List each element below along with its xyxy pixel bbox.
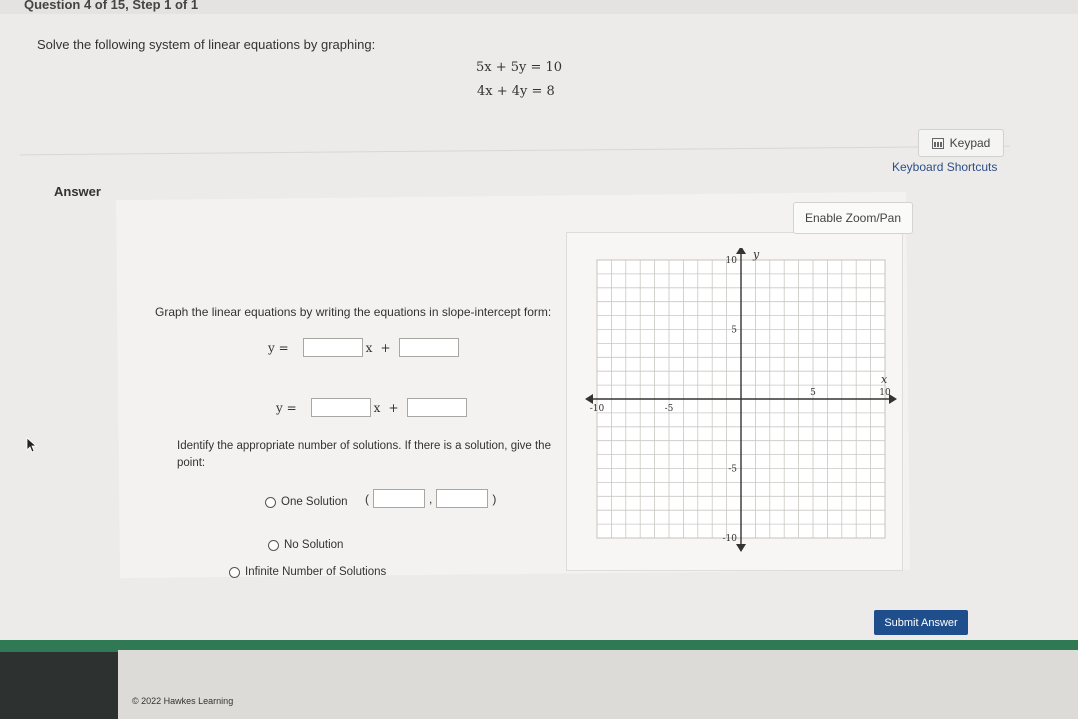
identify-solutions-text: Identify the appropriate number of solutions. If there is a solution, give the point: (177, 440, 551, 469)
y-tick-label: 10 (725, 256, 737, 266)
option-no-solution[interactable] (268, 539, 343, 551)
option-one-solution[interactable] (265, 496, 348, 508)
x-tick-label: -5 (664, 404, 674, 414)
x-axis-label: x (881, 373, 888, 386)
answer-label: Answer (54, 184, 101, 199)
radio-one-solution[interactable] (265, 497, 276, 508)
equation-2: 4x + 4y = 8 (477, 84, 555, 99)
option-one-solution-label: One Solution (281, 496, 348, 508)
y-tick-label: 5 (731, 325, 737, 336)
y-tick-label: -10 (722, 534, 737, 544)
row2-lhs: y = (276, 400, 297, 415)
row2-intercept-input[interactable] (407, 398, 467, 417)
row1-lhs: y = (268, 340, 289, 355)
y-tick-label: -5 (728, 464, 737, 475)
enable-zoom-pan-button[interactable]: Enable Zoom/Pan (793, 202, 913, 234)
question-prompt: Solve the following system of linear equations by graphing: (37, 37, 376, 52)
x-tick-label: -10 (589, 404, 605, 414)
solution-x-input[interactable] (373, 489, 425, 508)
radio-infinite-solutions[interactable] (229, 567, 240, 578)
solution-y-input[interactable] (436, 489, 488, 508)
copyright: © 2022 Hawkes Learning (132, 696, 234, 706)
solution-point (365, 489, 496, 508)
y-axis-up-arrow-icon (736, 248, 746, 254)
radio-no-solution[interactable] (268, 540, 279, 551)
coord-separator: , (429, 491, 433, 506)
option-no-solution-label: No Solution (284, 539, 344, 551)
footer-panel (118, 650, 1078, 719)
row2-slope-input[interactable] (311, 398, 371, 417)
row1-x-term: x (365, 340, 373, 355)
slope-intercept-row-2 (276, 398, 467, 417)
section-divider (20, 146, 1010, 156)
keypad-icon (932, 138, 944, 149)
row1-plus: + (380, 340, 391, 355)
row1-intercept-input[interactable] (399, 338, 459, 357)
y-axis-label: y (753, 248, 760, 261)
question-progress: Question 4 of 15, Step 1 of 1 (24, 0, 199, 12)
keyboard-shortcuts-link[interactable]: Keyboard Shortcuts (892, 160, 998, 174)
row2-plus: + (388, 400, 399, 415)
submit-answer-button[interactable]: Submit Answer (874, 610, 968, 635)
slope-intercept-row-1 (268, 338, 459, 357)
equation-1: 5x + 5y = 10 (476, 60, 563, 75)
keypad-label: Keypad (949, 136, 991, 150)
option-infinite-solutions-label: Infinite Number of Solutions (245, 566, 387, 578)
row2-x-term: x (373, 400, 381, 415)
coord-open-paren: ( (365, 491, 369, 506)
option-infinite-solutions[interactable] (229, 566, 386, 578)
x-tick-label: 5 (810, 388, 816, 398)
row1-slope-input[interactable] (303, 338, 363, 357)
x-axis-left-arrow-icon (585, 394, 593, 404)
mouse-cursor-icon (26, 437, 38, 453)
coord-close-paren: ) (492, 491, 497, 506)
graph-instruction: Graph the linear equations by writing the equations in slope-intercept form: (155, 305, 552, 319)
coordinate-graph[interactable] (585, 248, 905, 558)
y-axis-down-arrow-icon (736, 544, 746, 552)
keypad-button[interactable] (918, 129, 1004, 157)
x-tick-label: 10 (879, 388, 891, 398)
